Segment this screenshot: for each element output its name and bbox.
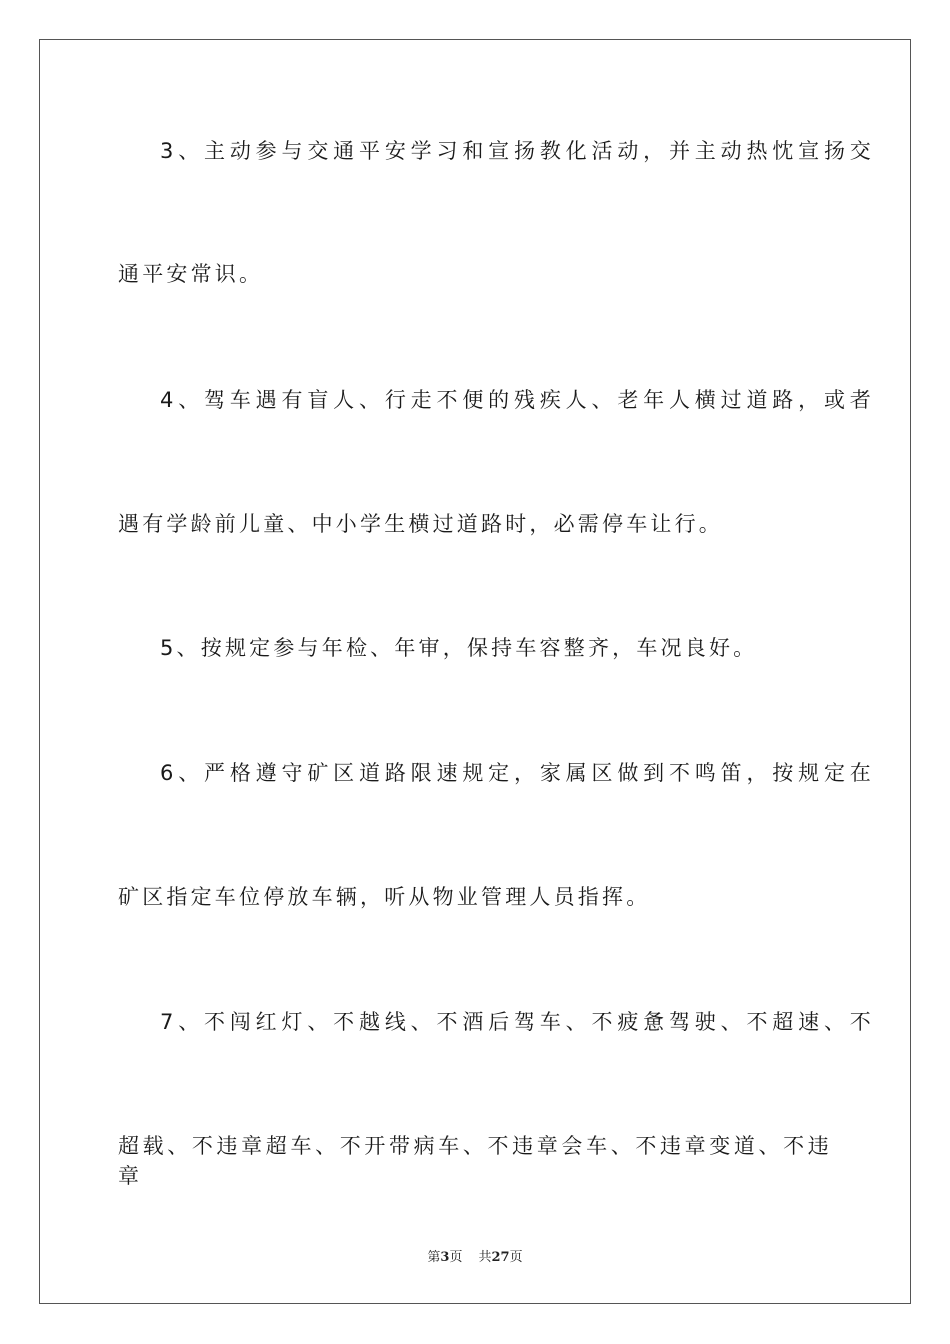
footer-page-total: 27 [491,1250,510,1265]
paragraph-6-line-1: 6、严格遵守矿区道路限速规定，家属区做到不鸣笛，按规定在 [160,761,874,785]
footer-total-prefix: 共 [478,1250,492,1265]
paragraph-7-line-2: 超载、不违章超车、不开带病车、不违章会车、不违章变道、不违章 [118,1134,832,1188]
paragraph-4-line-2: 遇有学龄前儿童、中小学生横过道路时，必需停车让行。 [118,512,723,536]
footer-page-current: 3 [440,1250,450,1265]
footer-page-suffix: 页 [449,1250,463,1265]
paragraph-4-line-1: 4、驾车遇有盲人、行走不便的残疾人、老年人横过道路，或者 [160,388,874,412]
page-border [39,39,911,1304]
footer-page-prefix: 第 [427,1250,441,1265]
paragraph-5-line-1: 5、按规定参与年检、年审，保持车容整齐，车况良好。 [160,636,758,660]
paragraph-3-line-1: 3、主动参与交通平安学习和宣扬教化活动，并主动热忱宣扬交 [160,139,874,163]
paragraph-7-line-1: 7、不闯红灯、不越线、不酒后驾车、不疲惫驾驶、不超速、不 [160,1010,874,1034]
page-footer [0,1246,950,1265]
paragraph-6-line-2: 矿区指定车位停放车辆，听从物业管理人员指挥。 [118,885,651,909]
paragraph-3-line-2: 通平安常识。 [118,262,264,286]
footer-total-suffix: 页 [509,1250,523,1265]
